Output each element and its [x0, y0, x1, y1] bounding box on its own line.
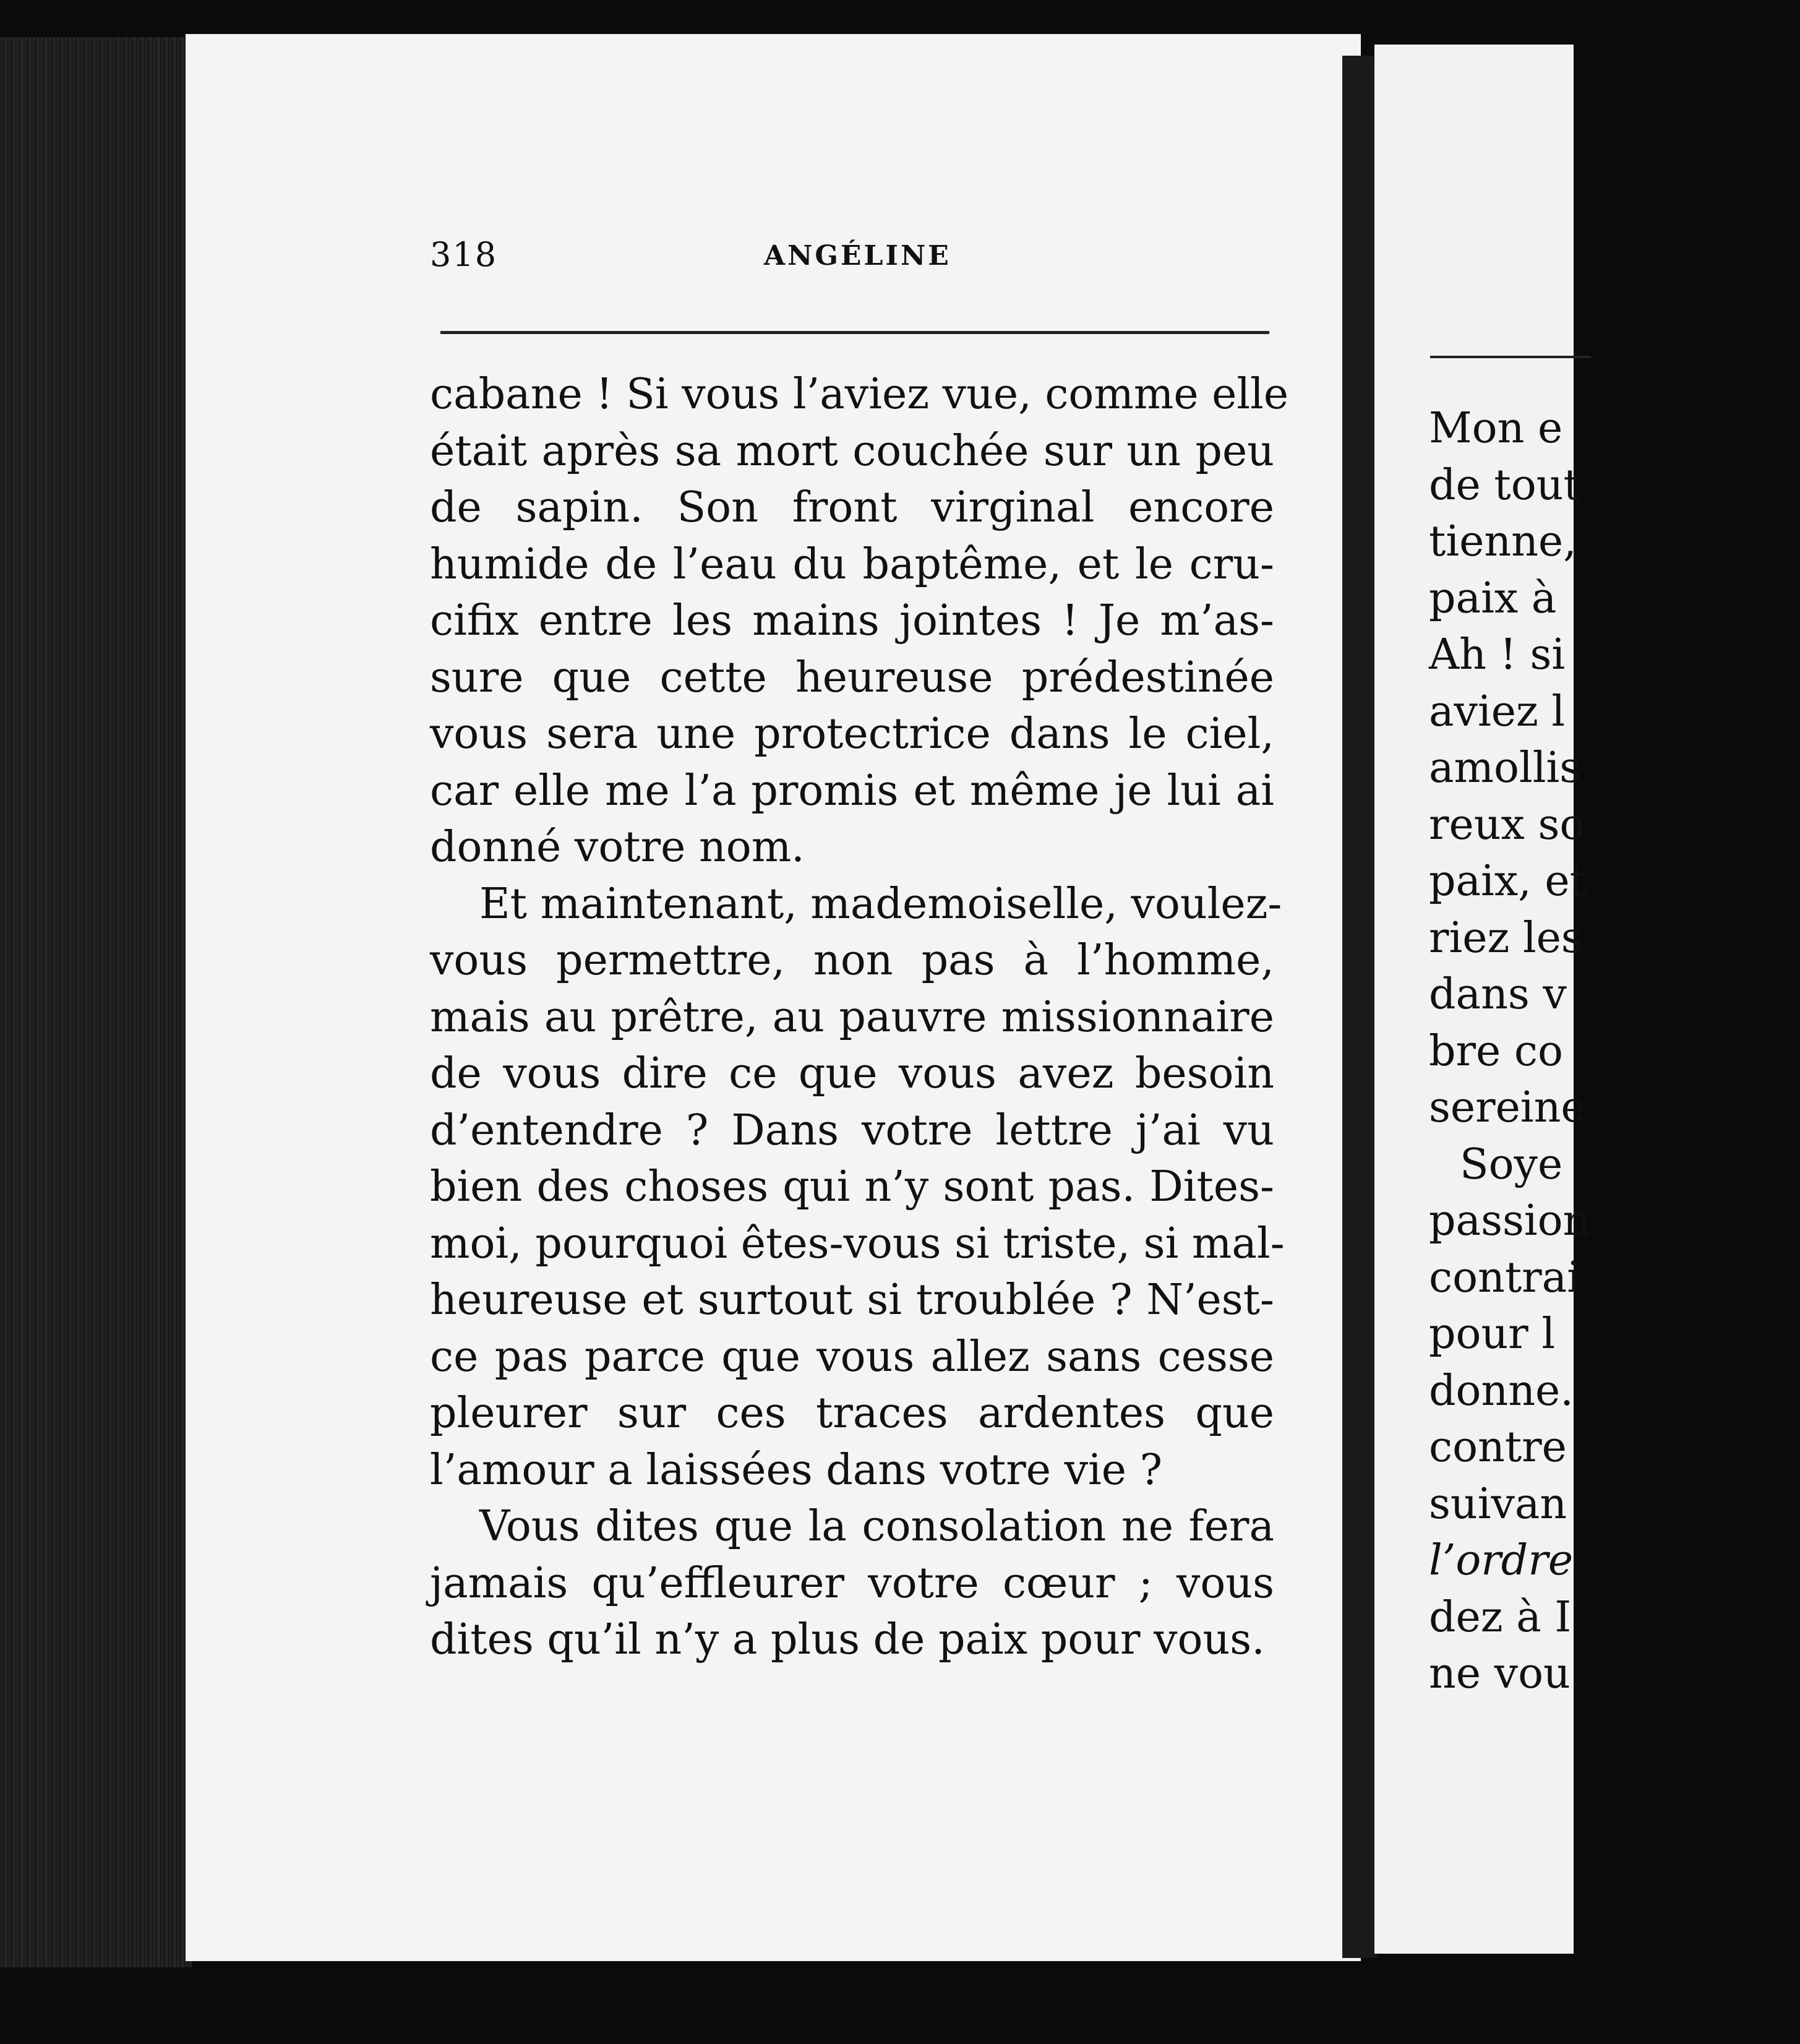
text-line: ce pas parce que vous allez sans cesse	[430, 1332, 1274, 1381]
text-line: moi, pourquoi êtes-vous si triste, si mal-	[430, 1219, 1285, 1268]
text-line: Soye	[1460, 1140, 1563, 1189]
text-line: sure que cette heureuse prédestinée	[430, 653, 1274, 702]
text-line: dans v	[1429, 970, 1567, 1019]
right-header-rule	[1430, 356, 1591, 358]
text-line: cabane ! Si vous l’aviez vue, comme elle	[430, 370, 1289, 419]
running-title: ANGÉLINE	[764, 240, 951, 272]
text-line: pleurer sur ces traces ardentes que	[430, 1389, 1274, 1438]
text-line: Vous dites que la consolation ne fera	[479, 1502, 1274, 1551]
text-line: d’entendre ? Dans votre lettre j’ai vu	[430, 1106, 1274, 1155]
text-line: ne vou	[1429, 1649, 1571, 1698]
text-line: dez à I	[1429, 1592, 1572, 1642]
right-page-body-text	[1429, 400, 1800, 1703]
header-rule	[440, 331, 1269, 334]
text-line: cifix entre les mains jointes ! Je m’as-	[430, 596, 1274, 645]
text-line: passion	[1429, 1196, 1590, 1245]
text-line: contrai	[1429, 1253, 1580, 1302]
left-page-body-text	[430, 366, 1289, 1668]
text-line: heureuse et surtout si troublée ? N’est-	[430, 1276, 1274, 1325]
right-page	[1374, 45, 1590, 1954]
text-line: Mon e	[1429, 404, 1563, 453]
text-line: donné votre nom.	[430, 823, 805, 872]
text-line: bre co	[1429, 1026, 1563, 1076]
text-line: reux so	[1429, 800, 1585, 849]
text-line: suivan	[1429, 1479, 1567, 1529]
text-line: Ah ! si	[1429, 630, 1566, 679]
page-number: 318	[430, 235, 498, 274]
text-line: paix, et	[1429, 857, 1587, 906]
text-line: paix à	[1429, 573, 1557, 623]
text-line: mais au prêtre, au pauvre missionnaire	[430, 992, 1274, 1042]
text-line: pour l	[1429, 1310, 1556, 1359]
text-line: Et maintenant, mademoiselle, voulez-	[479, 879, 1282, 929]
text-line: jamais qu’effleurer votre cœur ; vous	[430, 1558, 1274, 1608]
left-page	[186, 34, 1361, 1961]
text-line: dites qu’il n’y a plus de paix pour vous.	[430, 1615, 1265, 1664]
text-line: l’amour a laissées dans votre vie ?	[430, 1445, 1163, 1495]
text-line: de sapin. Son front virginal encore	[430, 483, 1274, 532]
text-line: riez les	[1429, 913, 1583, 963]
text-line: vous permettre, non pas à l’homme,	[430, 936, 1274, 985]
text-line: était après sa mort couchée sur un peu	[430, 426, 1274, 476]
text-line: sereine	[1429, 1083, 1586, 1132]
text-line: humide de l’eau du baptême, et le cru-	[430, 539, 1274, 589]
running-head	[430, 235, 1271, 297]
text-line: car elle me l’a promis et même je lui ai	[430, 766, 1274, 815]
text-line: aviez l	[1429, 687, 1566, 736]
text-line: de vous dire ce que vous avez besoin	[430, 1049, 1274, 1098]
text-line: de tout	[1429, 460, 1580, 510]
page-gutter	[1342, 56, 1377, 1958]
text-line: vous sera une protectrice dans le ciel,	[430, 710, 1274, 758]
text-line: tienne,	[1429, 517, 1577, 566]
book-spine-edge	[0, 37, 192, 1967]
text-line: l’ordre	[1429, 1536, 1574, 1585]
text-line: donne.	[1429, 1366, 1574, 1415]
text-line: bien des choses qui n’y sont pas. Dites-	[430, 1162, 1274, 1211]
text-line: contre	[1429, 1423, 1567, 1472]
text-line: amollis	[1429, 744, 1582, 792]
